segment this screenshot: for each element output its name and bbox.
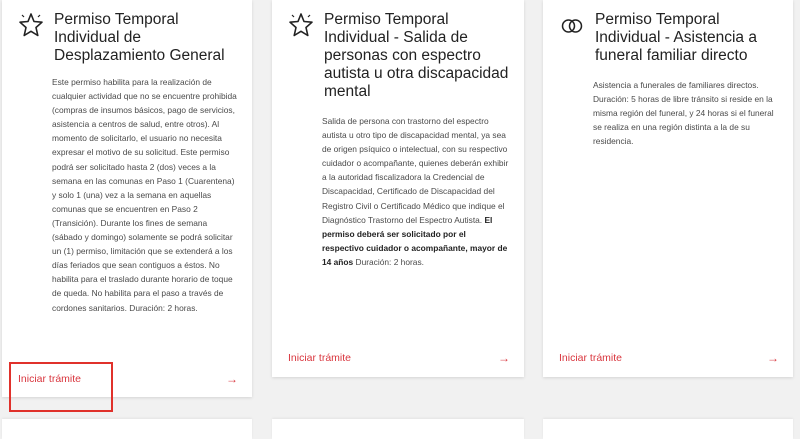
card-description-text: Salida de persona con trastorno del espectro autista u otro tipo de discapacidad mental, ya sea de origen psíquico o intelectual, con su respectivo cuidador o acompañante, quienes deberán exhibir a la autoridad fiscalizadora la Credencial de Discapacidad, Certificado de Discapacidad del Registro Civil o Certificado Médico que indique el Diagnóstico Trastorno del Espectro Autista. bbox=[322, 116, 509, 225]
card-description: Asistencia a funerales de familiares directos. Duración: 5 horas de libre tránsito si reside en la misma región del funeral, y 24 horas si el funeral se realiza en una región distinta a la de su residencia. bbox=[593, 80, 774, 147]
arrow-right-icon[interactable]: → bbox=[767, 351, 779, 365]
next-row-card bbox=[272, 419, 524, 439]
highlight-annotation bbox=[9, 362, 113, 412]
card-description-bold: El permiso deberá ser solicitado por el respectivo cuidador o acompañante, mayor de 14 años bbox=[322, 214, 508, 267]
start-procedure-link[interactable]: Iniciar trámite bbox=[559, 352, 623, 364]
star-outline-icon bbox=[18, 12, 44, 38]
next-row-card bbox=[2, 419, 252, 439]
arrow-right-icon[interactable]: → bbox=[498, 351, 510, 365]
card-header bbox=[543, 0, 793, 65]
card-description-tail: Duración: 2 horas. bbox=[353, 256, 424, 267]
card-description bbox=[322, 114, 510, 269]
star-outline-icon bbox=[288, 12, 314, 38]
card-footer bbox=[543, 352, 793, 372]
card-header bbox=[272, 0, 524, 101]
permit-card-general bbox=[2, 0, 252, 397]
card-title: Permiso Temporal Individual - Salida de personas con espectro autista u otra discapacidad mental bbox=[324, 11, 509, 100]
start-procedure-link[interactable]: Iniciar trámite bbox=[288, 352, 352, 364]
card-description: Este permiso habilita para la realización de cualquier actividad que no se encuentre prohibida (compras de insumos básicos, pago de servicios, asistencia a centros de salud, entre otros). Al momento de solicitarlo, el usuario no necesita expresar el motivo de su solicitud. Este permiso podrá ser solicitado hasta 2 (dos) veces a la semana en las comunas en Paso 1 (Cuarentena) y solo 1 (una) vez a la semana en aquellas comunas que se encuentren en Paso 2 (Transición). Durante los fines de semana (sábado y domingo) solamente se podrá solicitar un (1) permiso, limitación que se extenderá a los días feriados que sean contiguos a éstos. No habilita para el traslado durante horario de toque de queda. No habilita para el paso a través de cordones sanitarios. Duración: 2 horas. bbox=[52, 77, 237, 313]
start-procedure-link[interactable]: Iniciar trámite bbox=[18, 373, 82, 385]
permit-card-funeral bbox=[543, 0, 793, 377]
arrow-right-icon[interactable]: → bbox=[226, 372, 238, 386]
card-title: Permiso Temporal Individual de Desplazamiento General bbox=[54, 11, 225, 64]
rings-icon bbox=[559, 12, 585, 38]
card-title: Permiso Temporal Individual - Asistencia a funeral familiar directo bbox=[595, 11, 757, 64]
card-header bbox=[2, 0, 252, 65]
next-row-card bbox=[543, 419, 793, 439]
card-footer bbox=[272, 352, 524, 372]
permit-card-autism bbox=[272, 0, 524, 377]
